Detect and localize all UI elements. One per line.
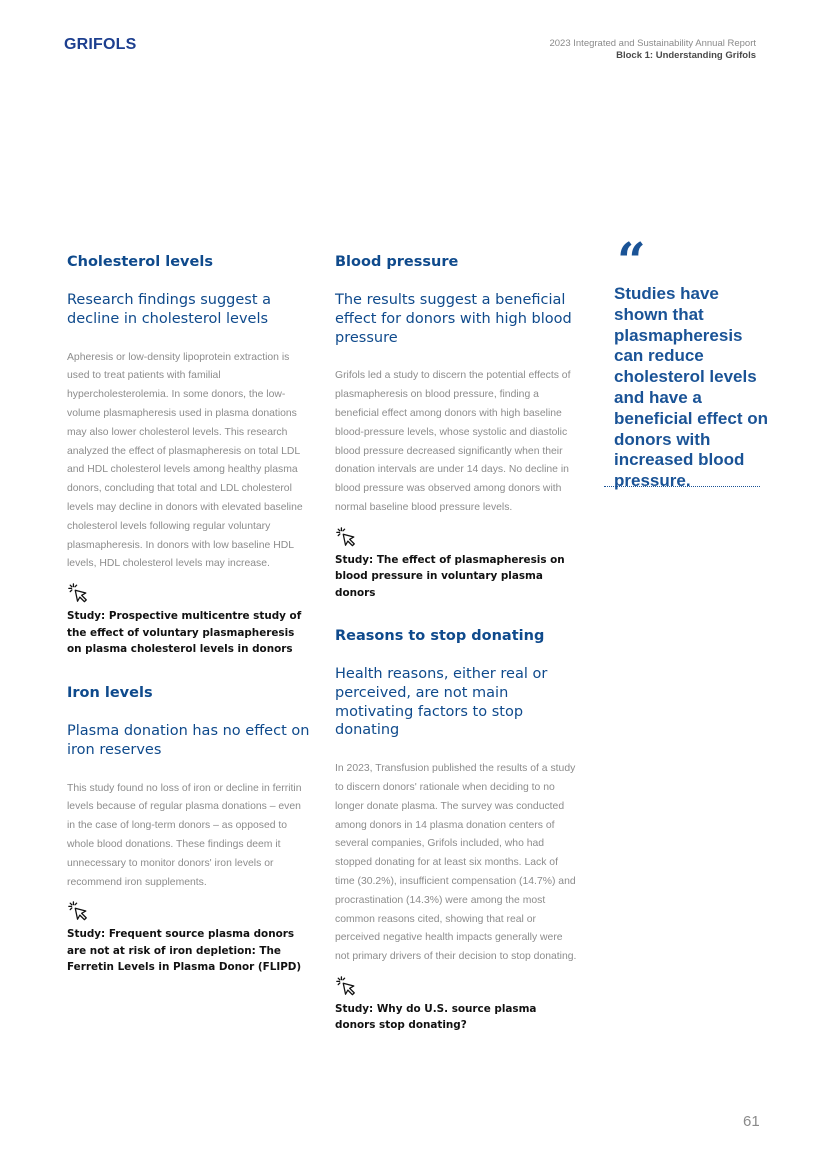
cursor-click-icon[interactable] (67, 900, 89, 922)
pull-quote: Studies have shown that plasmapheresis can reduce cholesterol levels and have a beneficial effect on donors with increased blood pressure. (614, 284, 768, 491)
study-link[interactable]: Study: Prospective multicentre study of the effect of voluntary plasmapheresis on plasma cholesterol levels in donors (67, 610, 302, 656)
section-cholesterol (67, 253, 311, 658)
section-title: Cholesterol levels (67, 254, 213, 270)
grifols-logo: GRIFOLS (64, 36, 137, 53)
section-title: Iron levels (67, 685, 153, 701)
report-header (549, 38, 756, 62)
section-body: Apheresis or low-density lipoprotein extraction is used to treat patients with familial hypercholesterolemia. In some donors, the low-volume plasmapheresis used in plasma donations may also lower cholesterol levels. This research analyzed the effect of plasmapheresis on total LDL and HDL cholesterol levels among healthy plasma donors, concluding that total and LDL cholesterol levels may decline in donors with elevated baseline cholesterol levels following regular voluntary plasmapheresis. In donors with low baseline HDL levels, HDL cholesterol levels may increase. (67, 351, 303, 570)
section-body: Grifols led a study to discern the potential effects of plasmapheresis on blood pressure, finding a beneficial effect among donors with high baseline blood-pressure levels, whose systolic and diastolic blood pressure decreased significantly when their donation intervals are under 14 days. No decline in blood pressure was observed among donors with normal baseline blood pressure levels. (335, 370, 571, 513)
cursor-click-icon[interactable] (335, 975, 357, 997)
section-subtitle: Plasma donation has no effect on iron reserves (67, 723, 310, 758)
section-subtitle: Research findings suggest a decline in cholesterol levels (67, 292, 272, 327)
cursor-click-icon[interactable] (67, 582, 89, 604)
study-link[interactable]: Study: Frequent source plasma donors are not at risk of iron depletion: The Ferretin Levels in Plasma Donor (FLIPD) (67, 928, 302, 974)
section-title: Blood pressure (335, 254, 459, 270)
quote-divider (604, 486, 760, 487)
section-title: Reasons to stop donating (335, 628, 545, 644)
study-link[interactable]: Study: Why do U.S. source plasma donors stop donating? (335, 1002, 537, 1032)
quote-mark-icon: “ (617, 231, 646, 290)
block-title: Block 1: Understanding Grifols (616, 50, 756, 61)
section-body: In 2023, Transfusion published the results of a study to discern donors' rationale when deciding to no longer donate plasma. The survey was conducted among donors in 14 plasma donation centers of several companies, Grifols included, who had stopped donating for at least six months. Lack of time (30.2%), insufficient compensation (14.7%) and procrastination (14.3%) were among the most common reasons cited, showing that real or perceived negative health impacts generally were not primary drivers of their decision to stop donating. (335, 763, 577, 963)
section-subtitle: The results suggest a beneficial effect for donors with high blood pressure (335, 292, 572, 346)
study-link[interactable]: Study: The effect of plasmapheresis on blood pressure in voluntary plasma donors (335, 553, 565, 599)
section-subtitle: Health reasons, either real or perceived, are not main motivating factors to stop donating (335, 666, 548, 739)
section-reasons-to-stop (335, 627, 579, 1034)
section-blood-pressure (335, 253, 579, 601)
section-iron (67, 684, 311, 976)
page-number: 61 (743, 1113, 760, 1130)
section-body: This study found no loss of iron or decline in ferritin levels because of regular plasma donations – even in the case of long-term donors – as opposed to whole blood donations. These findings deem it unnecessary to monitor donors' iron levels or recommend iron supplements. (67, 782, 302, 888)
report-title: 2023 Integrated and Sustainability Annual Report (549, 38, 756, 49)
cursor-click-icon[interactable] (335, 526, 357, 548)
